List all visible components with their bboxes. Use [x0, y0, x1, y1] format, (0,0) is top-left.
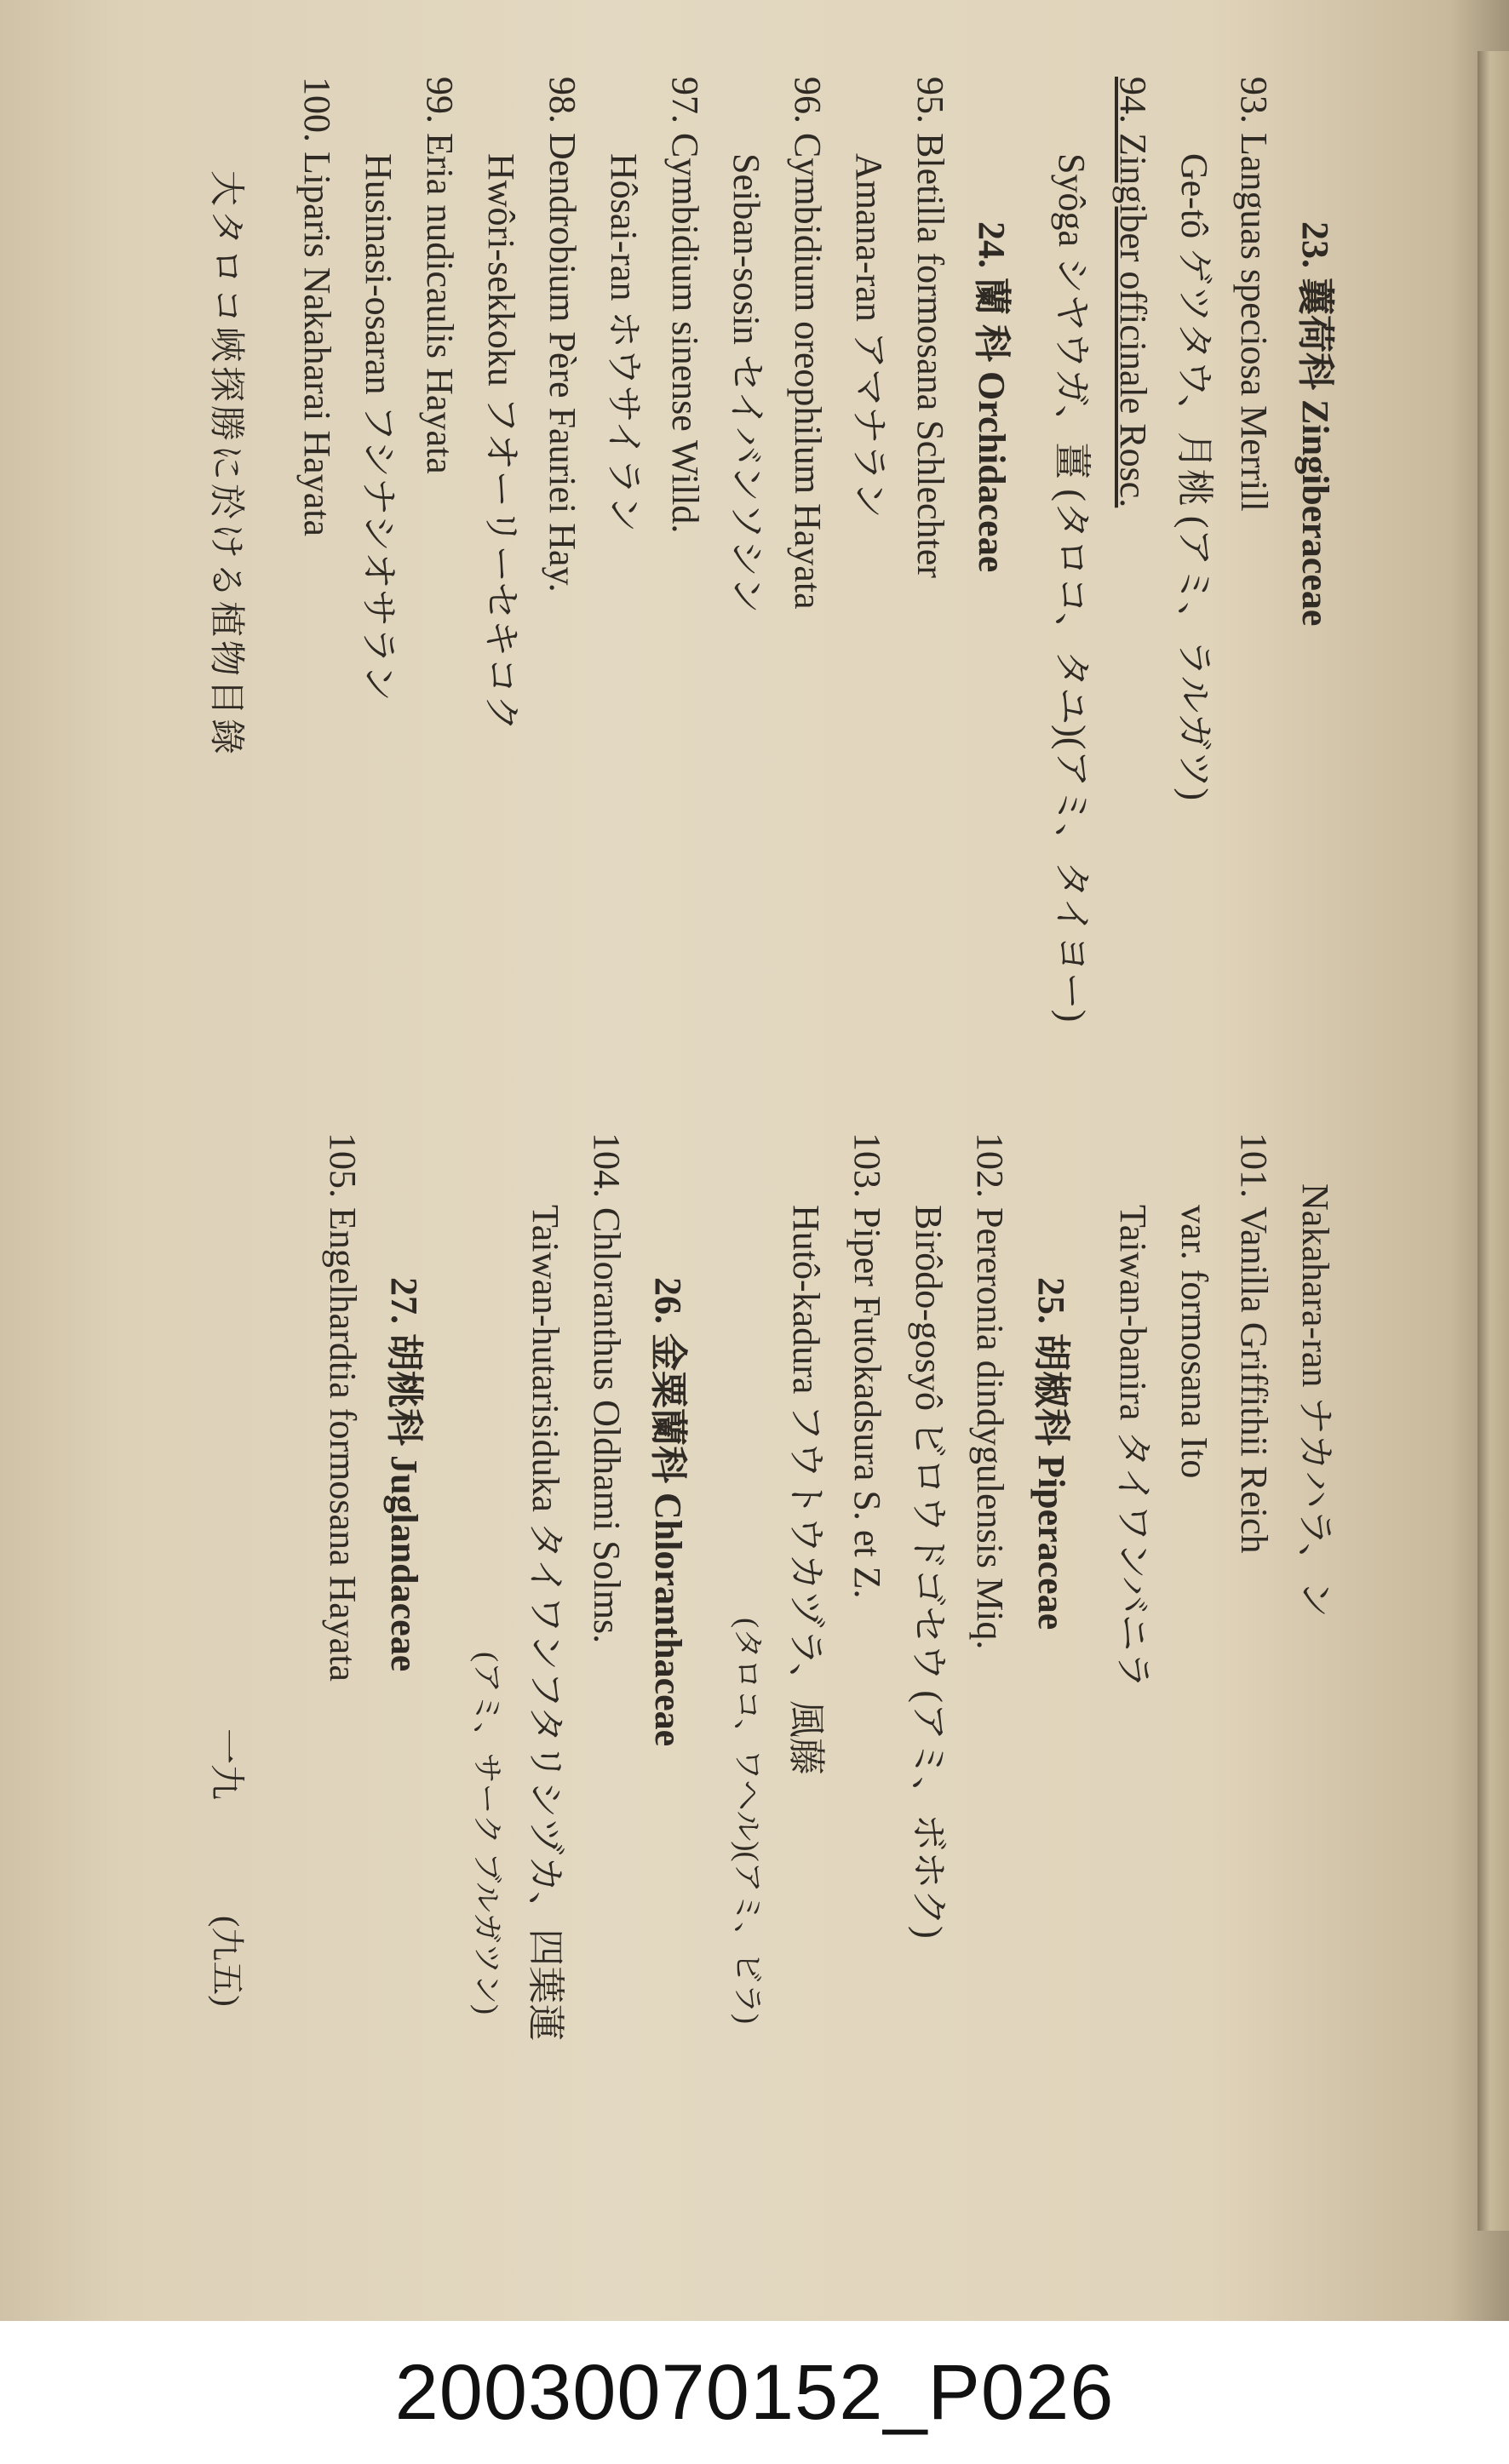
entry-102-vernacular: Birôdo-gosyô ビロウドゴセウ (アミ、ボホク) — [908, 1205, 950, 1939]
entry-105: 105. Engelhardtia formosana Hayata — [322, 1132, 364, 1682]
entry-104-vernacular-2: (アミ、サーク ブルガツン) — [470, 1652, 504, 2015]
page-number-paren: (九五) — [208, 1916, 246, 2007]
entry-103-vernacular: Hutô-kadura フウトウカヅラ、風藤 — [785, 1205, 827, 1775]
image-id-caption: 20030070152_P026 — [394, 2348, 1115, 2436]
page-number-kanji: 一九 — [206, 1728, 245, 1801]
family-heading-juglandaceae: 27. 胡桃科 Juglandaceae — [383, 1277, 425, 1672]
entry-100: 100. Liparis Nakaharai Hayata — [296, 77, 338, 536]
family-heading-zingiberaceae: 23. 蘘荷科 Zingiberaceae — [1294, 221, 1336, 627]
page-edge — [1477, 51, 1509, 2231]
entry-99: 99. Eria nudicaulis Hayata — [419, 77, 461, 474]
running-head: 大タロコ峽探勝に於ける植物目錄 — [206, 170, 245, 759]
entry-98-vernacular: Hwôri-sekkoku フオーリーセキコク — [480, 153, 522, 732]
entry-103-vernacular-2: (タロコ、ワヘル)(アミ、ビラ) — [731, 1618, 765, 2025]
entry-101-vernacular: Taiwan-banira タイワンバニラ — [1112, 1205, 1154, 1689]
family-heading-orchidaceae: 24. 蘭 科 Orchidaceae — [971, 221, 1013, 573]
entry-97: 97. Cymbidium sinense Willd. — [664, 77, 706, 534]
family-heading-chloranthaceae: 26. 金粟蘭科 Chloranthaceae — [647, 1277, 689, 1747]
entry-104: 104. Chloranthus Oldhami Solms. — [586, 1132, 628, 1644]
entry-95-vernacular: Amana-ran アマナラン — [848, 153, 890, 519]
rotated-text-block — [133, 60, 1436, 2307]
family-heading-piperaceae: 25. 胡椒科 Piperaceae — [1030, 1277, 1072, 1630]
entry-104-vernacular: Taiwan-hutarisiduka タイワンフタリシヅカ、四葉蓮 — [525, 1205, 566, 2042]
entry-94: 94. Zingiber officinale Rosc. — [1112, 77, 1154, 508]
entry-97-vernacular: Hôsai-ran ホウサイラン — [603, 153, 645, 533]
entry-95: 95. Bletilla formosana Schlechter — [909, 77, 951, 578]
entry-101-variety: var. formosana Ito — [1173, 1205, 1215, 1479]
entry-93-vernacular: Ge-tô ゲツタウ、月桃 (アミ、ラルガツ) — [1173, 153, 1215, 801]
entry-93: 93. Languas speciosa Merrill — [1233, 77, 1275, 512]
entry-101: 101. Vanilla Griffithii Reich — [1233, 1132, 1275, 1554]
entry-98: 98. Dendrobium Père Fauriei Hay. — [542, 77, 583, 593]
entry-94-vernacular: Syôga シヤウガ、薑 (タロコ、タユ)(アミ、タイヨー) — [1051, 153, 1093, 1023]
entry-96: 96. Cymbidium oreophilum Hayata — [787, 77, 829, 610]
entry-96-vernacular: Seiban-sosin セイバンソシン — [726, 153, 767, 614]
entry-102: 102. Pereronia dindygulensis Miq. — [969, 1132, 1011, 1650]
entry-99-vernacular: Husinasi-osaran フシナシオサラン — [358, 153, 399, 702]
entry-100-vernacular: Nakahara-ran ナカハラ、ン — [1294, 1183, 1336, 1618]
entry-103: 103. Piper Futokadsura S. et Z. — [846, 1132, 888, 1599]
